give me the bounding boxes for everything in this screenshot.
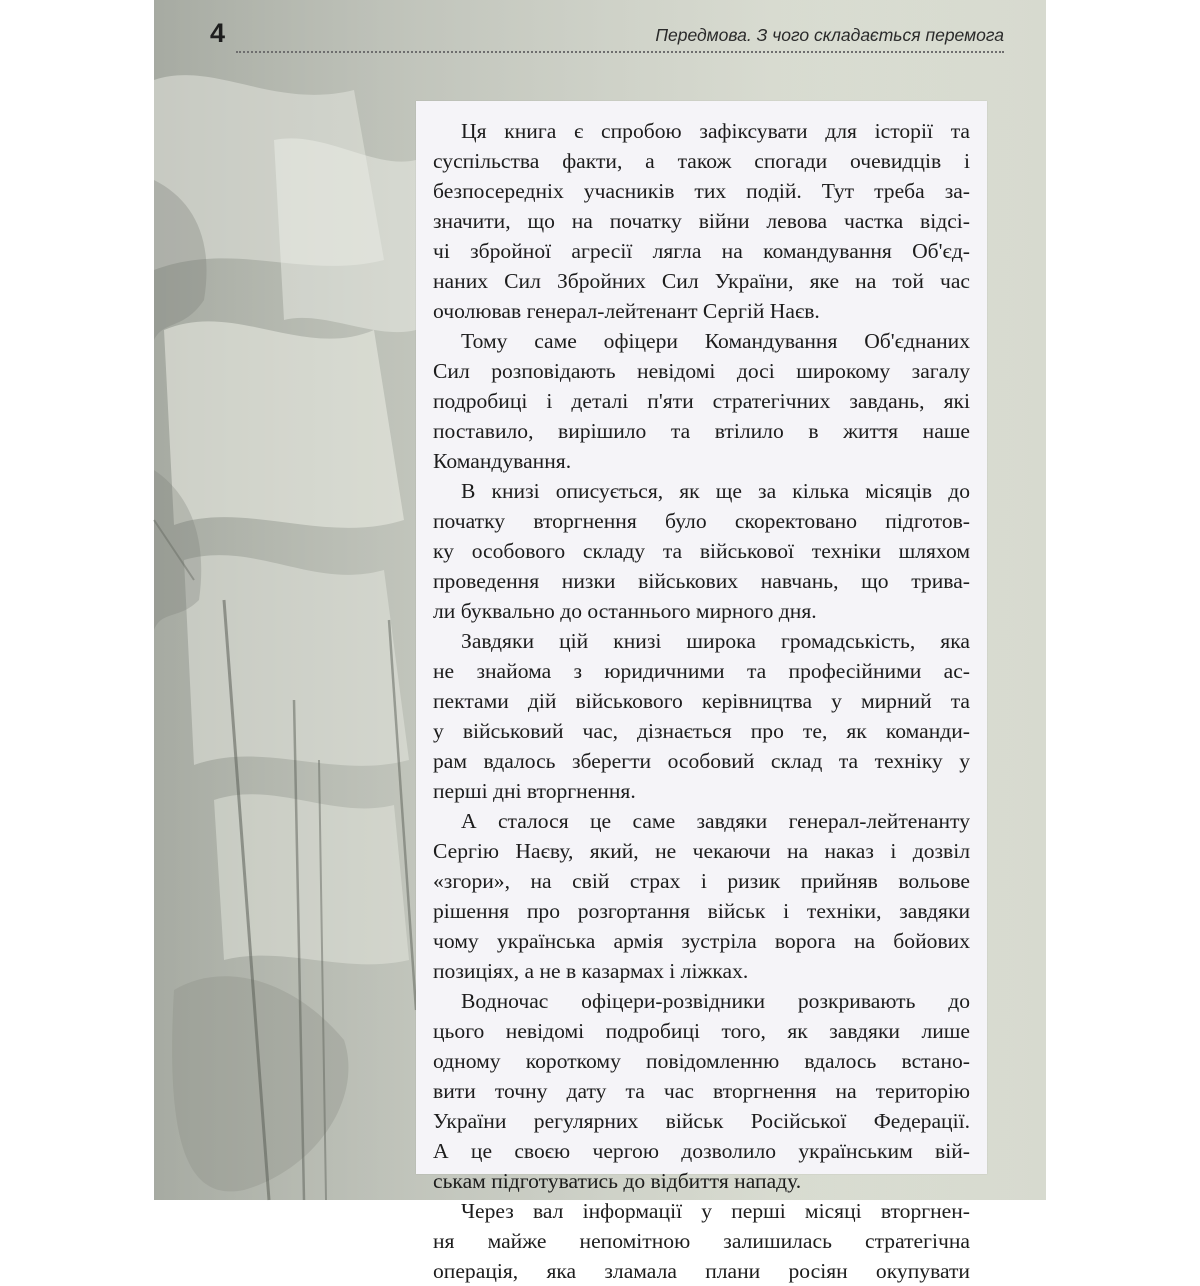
text-line: ськам підготуватись до відбиття нападу.: [433, 1169, 802, 1193]
text-line: початку вторгнення було скоректовано підготов-: [433, 509, 970, 533]
page-number: 4: [210, 18, 226, 48]
text-line: Водночас офіцери-розвідники розкривають до: [461, 989, 970, 1013]
text-line: А сталося це саме завдяки генерал-лейтенанту: [461, 809, 970, 833]
text-line: пектами дій військового керівництва у мирний та: [433, 689, 970, 713]
text-line: наних Сил Збройних Сил України, яке на той час: [433, 269, 970, 293]
running-head: [154, 0, 1046, 60]
text-line: ли буквально до останнього мирного дня.: [433, 599, 817, 623]
text-line: проведення низки військових навчань, що трива-: [433, 569, 970, 593]
text-line: Ця книга є спробою зафіксувати для історії та: [461, 119, 970, 143]
text-line: суспільства факти, а також спогади очевидців і: [433, 149, 970, 173]
text-line: Через вал інформації у перші місяці вторгнен-: [461, 1199, 970, 1223]
text-line: позиціях, а не в казармах і ліжках.: [433, 959, 749, 983]
text-line: України регулярних військ Російської Федерації.: [433, 1109, 970, 1133]
text-line: перші дні вторгнення.: [433, 779, 636, 803]
text-line: рам вдалось зберегти особовий склад та техніку у: [433, 749, 970, 773]
text-line: Сергію Наєву, який, не чекаючи на наказ і дозвіл: [433, 839, 970, 863]
text-line: В книзі описується, як ще за кілька місяців до: [461, 479, 970, 503]
text-line: ня майже непомітною залишилась стратегічна: [433, 1229, 970, 1253]
text-line: Сил розповідають невідомі досі широкому загалу: [433, 359, 970, 383]
body-text: [433, 116, 970, 1286]
text-line: Командування.: [433, 449, 572, 473]
text-line: А це своєю чергою дозволило українським вій-: [433, 1139, 970, 1163]
text-line: Завдяки цій книзі широка громадськість, яка: [461, 629, 970, 653]
text-line: подробиці і деталі п'яти стратегічних завдань, які: [433, 389, 970, 413]
text-line: операція, яка зламала плани росіян окупувати: [433, 1259, 970, 1283]
text-panel: [416, 101, 987, 1283]
book-page: [154, 0, 1046, 1283]
text-line: поставило, вирішило та втілило в життя наше: [433, 419, 970, 443]
text-line: вити точну дату та час вторгнення на територію: [433, 1079, 970, 1103]
running-title: Передмова. З чого складається перемога: [655, 25, 1004, 45]
text-line: очолював генерал-лейтенант Сергій Наєв.: [433, 299, 820, 323]
header-dotted-rule: [236, 51, 1004, 53]
text-line: чому українська армія зустріла ворога на бойових: [433, 929, 970, 953]
text-line: цього невідомі подробиці того, як завдяки лише: [433, 1019, 970, 1043]
text-line: одному короткому повідомленню вдалось встано-: [433, 1049, 970, 1073]
text-line: безпосередніх учасників тих подій. Тут треба за-: [433, 179, 970, 203]
text-line: «згори», на свій страх і ризик прийняв вольове: [433, 869, 970, 893]
text-line: у військовий час, дізнається про те, як команди-: [433, 719, 970, 743]
text-line: не знайома з юридичними та професійними ас-: [433, 659, 970, 683]
text-line: ку особового складу та військової техніки шляхом: [433, 539, 970, 563]
text-line: чі збройної агресії лягла на командування Об'єд-: [433, 239, 970, 263]
text-line: значити, що на початку війни левова частка відсі-: [433, 209, 970, 233]
text-line: Тому саме офіцери Командування Об'єднаних: [461, 329, 970, 353]
text-line: рішення про розгортання військ і техніки, завдяки: [433, 899, 970, 923]
